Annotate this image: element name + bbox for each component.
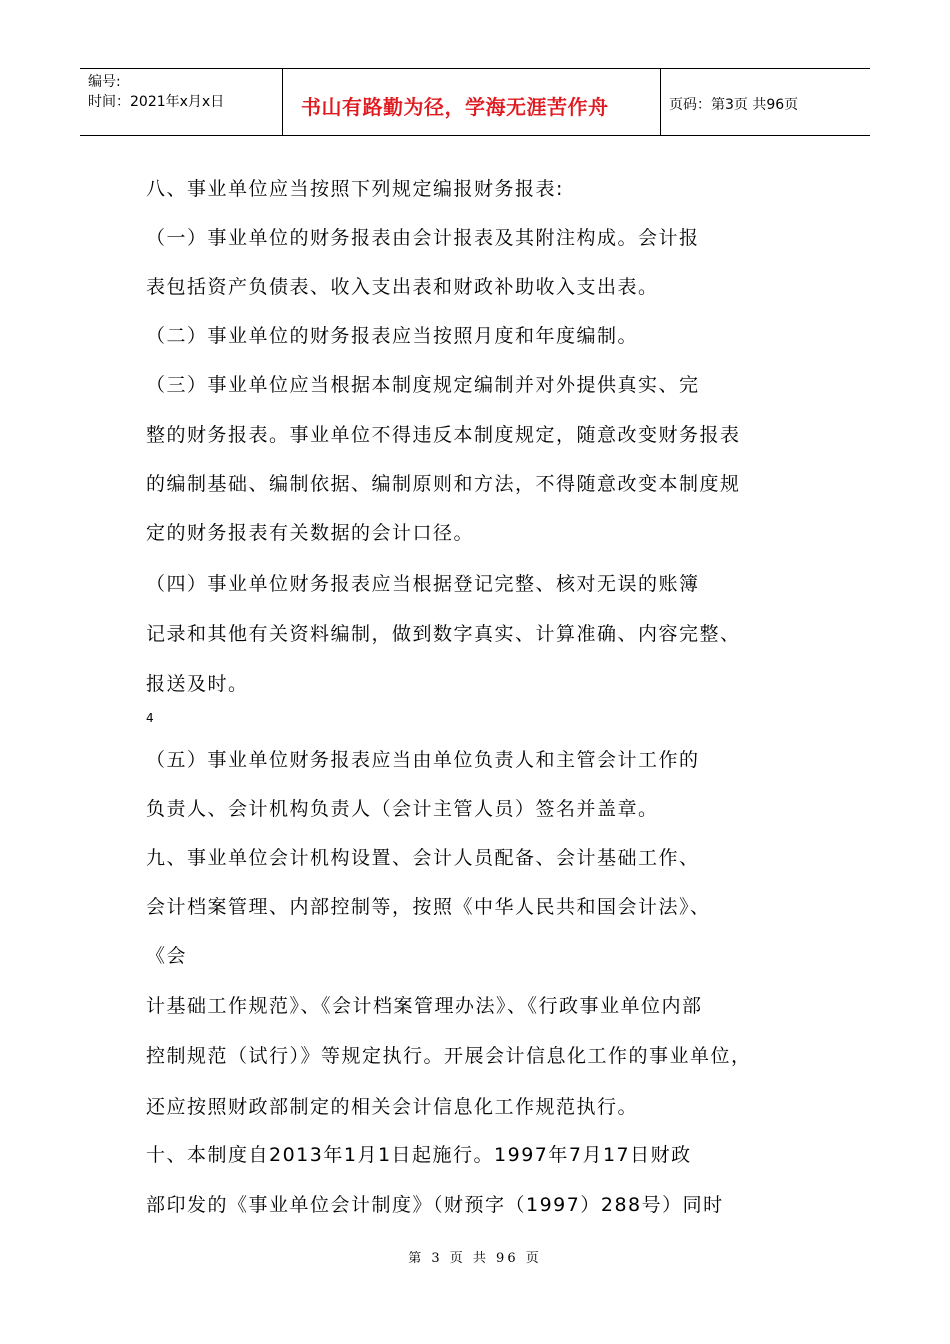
paragraph-line: 十、本制度自2013年1月1日起施行。1997年7月17日财政 — [146, 1144, 692, 1166]
paragraph-line: 定的财务报表有关数据的会计口径。 — [146, 522, 475, 544]
header-page-cell — [661, 69, 870, 135]
page-marker: 4 — [146, 711, 154, 725]
paragraph-line: （四）事业单位财务报表应当根据登记完整、核对无误的账簿 — [146, 573, 700, 595]
paragraph-line: 部印发的《事业单位会计制度》（财预字（1997）288号）同时 — [146, 1194, 724, 1216]
paragraph-line: 计基础工作规范》、《会计档案管理办法》、《行政事业单位内部 — [146, 995, 703, 1017]
paragraph-line: （一）事业单位的财务报表由会计报表及其附注构成。会计报 — [146, 227, 700, 249]
paragraph-line: 记录和其他有关资料编制，做到数字真实、计算准确、内容完整、 — [146, 623, 741, 645]
paragraph-line: 整的财务报表。事业单位不得违反本制度规定，随意改变财务报表 — [146, 424, 741, 446]
paragraph-line: （五）事业单位财务报表应当由单位负责人和主管会计工作的 — [146, 749, 700, 771]
paragraph-line: 负责人、会计机构负责人（会计主管人员）签名并盖章。 — [146, 798, 659, 820]
paragraph-line: 还应按照财政部制定的相关会计信息化工作规范执行。 — [146, 1096, 639, 1118]
header-motto-cell — [283, 69, 661, 135]
page-footer: 第 3 页 共 96 页 — [408, 1251, 542, 1266]
paragraph-line: 的编制基础、编制依据、编制原则和方法，不得随意改变本制度规 — [146, 473, 741, 495]
paragraph-line: （三）事业单位应当根据本制度规定编制并对外提供真实、完 — [146, 374, 700, 396]
date-label: 时间：2021年x月x日 — [88, 94, 225, 110]
header-table — [80, 68, 870, 136]
header-meta-cell — [80, 69, 283, 135]
page-info: 页码：第3页 共96页 — [669, 97, 799, 113]
paragraph-line: 控制规范（试行）》等规定执行。开展会计信息化工作的事业单位， — [146, 1045, 752, 1067]
motto-text: 书山有路勤为径，学海无涯苦作舟 — [301, 95, 609, 119]
paragraph-line: 《会 — [146, 945, 188, 967]
paragraph-line: 报送及时。 — [146, 673, 249, 695]
paragraph-line: 表包括资产负债表、收入支出表和财政补助收入支出表。 — [146, 276, 659, 298]
code-label: 编号: — [88, 74, 121, 90]
paragraph-line: 九、事业单位会计机构设置、会计人员配备、会计基础工作、 — [146, 847, 700, 869]
paragraph-line: 八、事业单位应当按照下列规定编报财务报表: — [146, 178, 564, 200]
paragraph-line: （二）事业单位的财务报表应当按照月度和年度编制。 — [146, 325, 639, 347]
paragraph-line: 会计档案管理、内部控制等，按照《中华人民共和国会计法》、 — [146, 896, 711, 918]
